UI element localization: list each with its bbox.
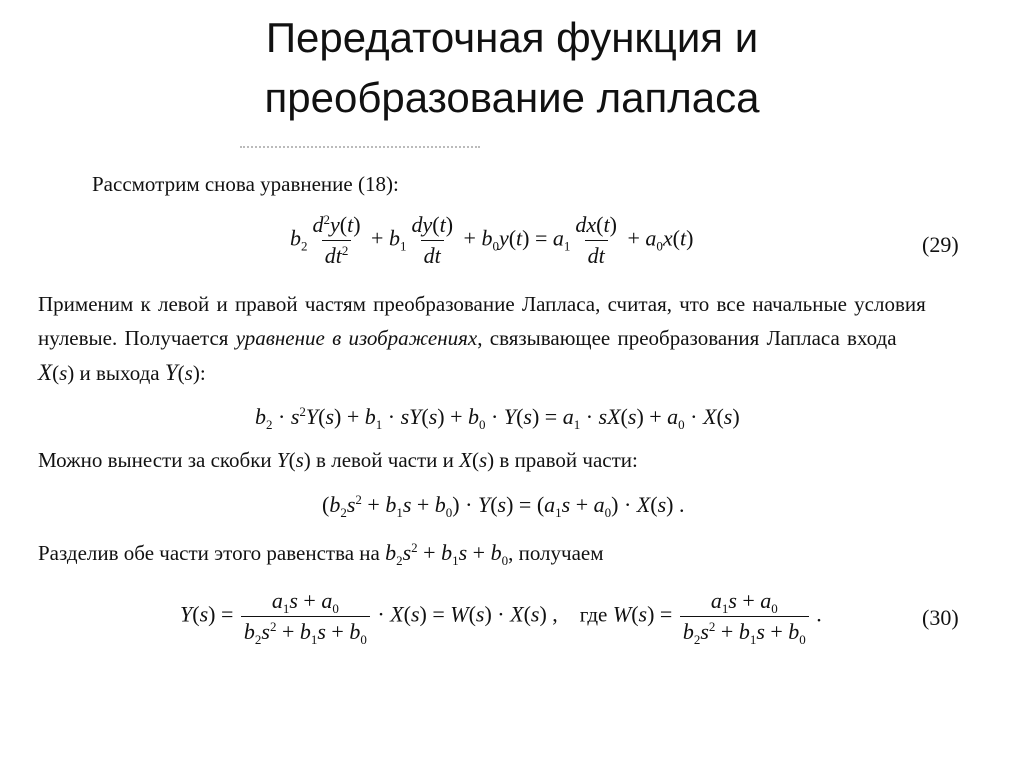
paragraph-intro: Рассмотрим снова уравнение (18): [92, 172, 399, 196]
equation-factored: $(b_2s^2 + b_1s + b_0) \cdot Y(s) = (a_1s + a_0) \cdot X(s)$ . [322, 492, 685, 520]
paragraph-factor-out: Можно вынести за скобки Y(s) в левой части и X(s) в правой части: [38, 448, 638, 472]
equation-image-domain: $b_2 \cdot s^2Y(s) + b_1 \cdot sY(s) + b_0 \cdot Y(s) = a_1 \cdot sX(s) + a_0 \cdot X(s)$ [255, 404, 740, 432]
title-line-2: преобразование лапласа [264, 74, 760, 121]
equation-29: $b_2$ $\frac{d^2y(t)}{dt^2}$ + $b_1$ $\frac{dy(t)}{dt}$ + $b_0y(t) = a_1$ $\frac{dx(t)}{dt}$ + $a_0x(t)$ [290, 212, 694, 268]
paragraph-laplace-line-2: нулевые. Получается уравнение в изображениях, связывающее преобразования Лапласа входа [38, 326, 897, 350]
paragraph-divide: Разделив обе части этого равенства на $b_2s^2 + b_1s + b_0$, получаем [38, 540, 604, 568]
paragraph-laplace-line-1: Применим к левой и правой частям преобразование Лапласа, считая, что все начальные условия [38, 292, 926, 316]
equation-29-number: (29) [922, 232, 959, 257]
equation-30-number: (30) [922, 605, 959, 630]
cropped-text-fragment [240, 146, 480, 158]
italic-term: уравнение в изображениях [235, 326, 478, 350]
equation-30: Y(s) = $\frac{a_1s + a_0}{b_2s^2 + b_1s + b_0}$ · X(s) = W(s) · X(s) , где W(s) = $\frac{a_1s + a_0}{b_2s^2 + b_1s + b_0}$ . [180, 588, 822, 647]
paragraph-laplace-line-3: X(s) и выхода Y(s): [38, 360, 206, 385]
title-line-1: Передаточная функция и [265, 14, 759, 61]
